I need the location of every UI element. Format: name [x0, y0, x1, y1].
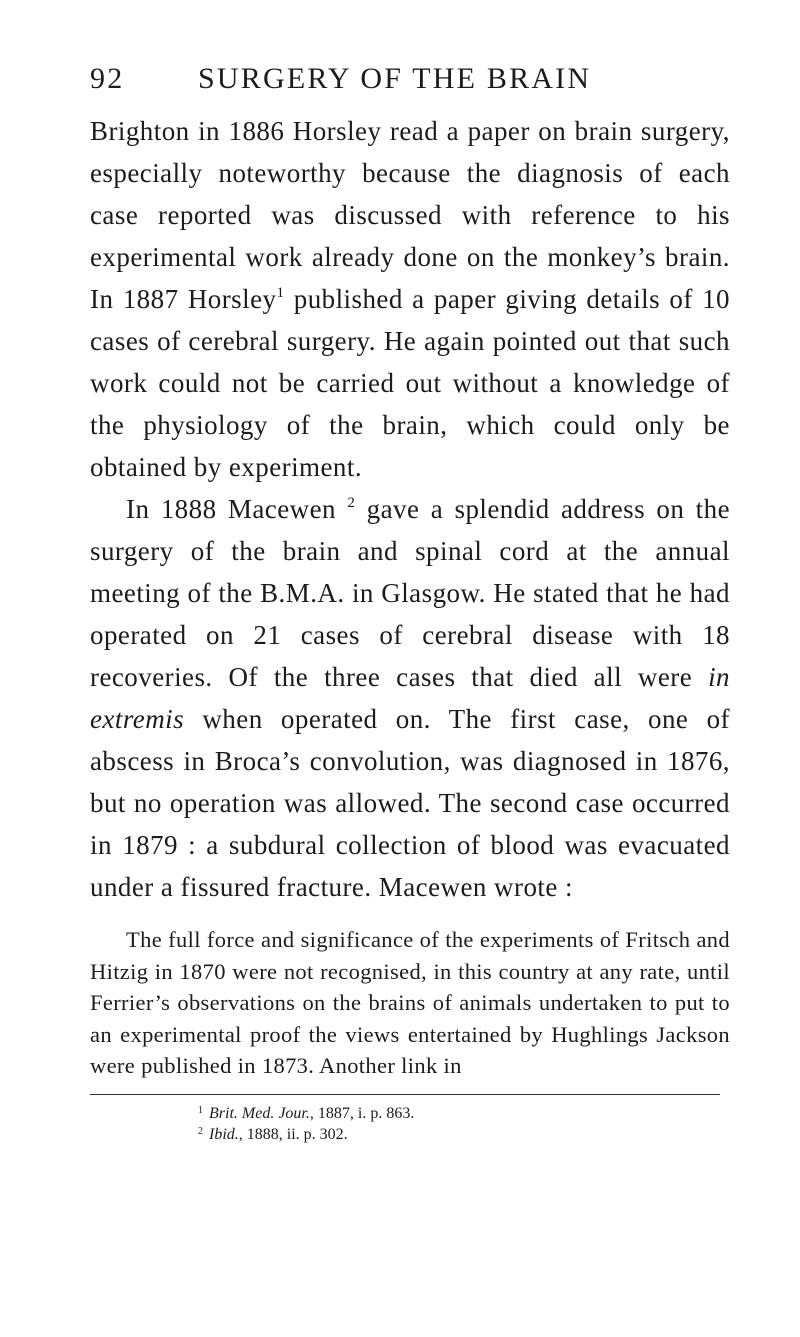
footnotes — [198, 1103, 730, 1145]
italic-phrase: in extremis — [90, 662, 730, 734]
footnote-ref-2: 2 — [347, 495, 356, 511]
paragraph-1 — [90, 110, 730, 488]
footnote-source: Ibid. — [209, 1125, 239, 1143]
footnote-details: , 1888, ii. p. 302. — [238, 1125, 348, 1143]
footnote-source: Brit. Med. Jour. — [209, 1104, 310, 1122]
body-text — [90, 110, 730, 908]
paragraph-1-text-b: published a paper giving details of 10 cases of cerebral surgery. He again pointed out that such work could not be carried out without a knowledge of the physiology of the brain, which could only be obtained by experiment. — [90, 284, 730, 482]
footnote-2 — [198, 1124, 730, 1145]
paragraph-2-text-b: gave a splendid address on the surgery of the brain and spinal cord at the annual meeting of the B.M.A. in Glasgow. He stated that he had operated on 21 cases of cerebral disease with 18 recoveries. Of the three cases that died all were — [90, 494, 731, 692]
footnote-1 — [198, 1103, 730, 1124]
running-head — [90, 62, 730, 110]
paragraph-2 — [90, 488, 730, 908]
block-quote: The full force and significance of the experiments of Fritsch and Hitzig in 1870 were not recognised, in this country at any rate, until Ferrier’s observations on the brains of animals undertaken to put to an experimental proof the views entertained by Hughlings Jackson were published in 1873. Another link in — [90, 927, 730, 1078]
book-page — [90, 62, 730, 1145]
footnote-marker: 2 — [198, 1125, 203, 1137]
footnote-ref-1: 1 — [276, 285, 285, 301]
paragraph-2-text-a: In 1888 Macewen — [126, 494, 348, 524]
paragraph-2-text-c: when operated on. The first case, one of abscess in Broca’s convolution, was diagnosed in 1876, but no operation was allowed. The second case occurred in 1879 : a subdural collection of blood was evacuated under a fissured fracture. Macewen wrote : — [90, 704, 730, 902]
footnote-details: , 1887, i. p. 863. — [309, 1104, 415, 1122]
footnote-divider — [90, 1094, 720, 1095]
running-title: SURGERY OF THE BRAIN — [198, 62, 592, 95]
paragraph-1-text-a: Brighton in 1886 Horsley read a paper on brain surgery, especially noteworthy because the diagnosis of each case reported was discussed with reference to his experimental work already done on the monkey’s brain. In 1887 Horsley — [90, 116, 730, 314]
page-number: 92 — [90, 62, 125, 95]
footnote-marker: 1 — [198, 1104, 203, 1116]
